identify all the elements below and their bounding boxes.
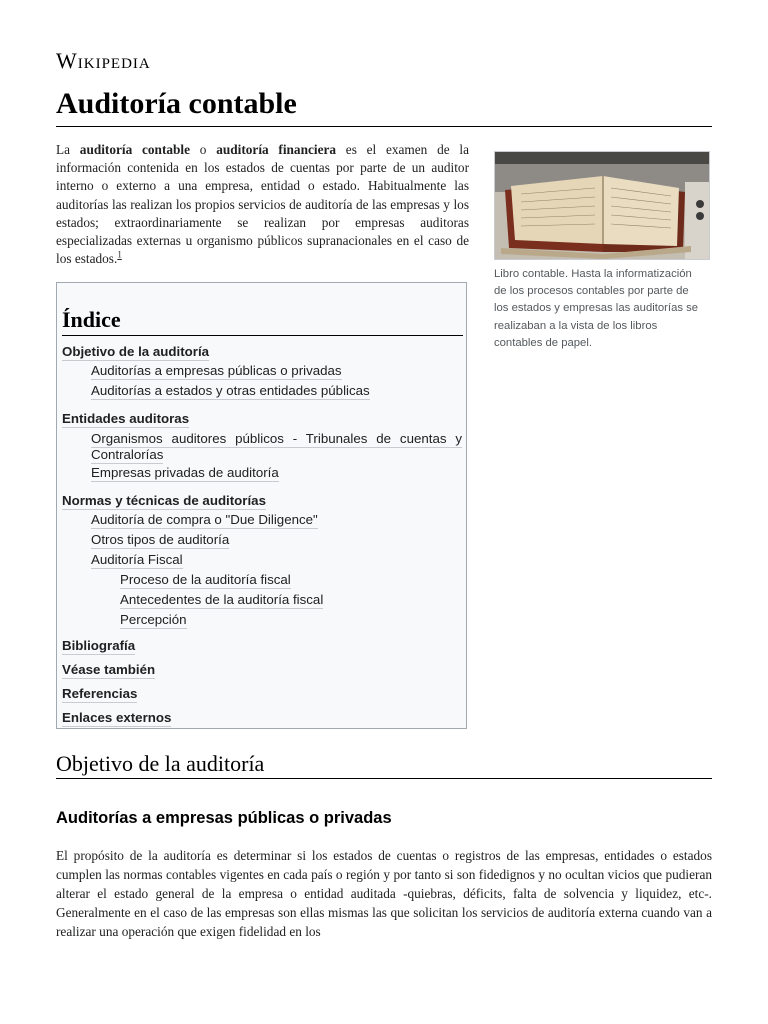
toc-item-empresas-privadas — [62, 463, 462, 483]
toc-item-normas — [62, 491, 462, 510]
toc-list — [62, 342, 462, 727]
ledger-book-image[interactable] — [494, 151, 710, 260]
toc-item-antecedentes-fiscal — [62, 590, 462, 610]
toc-item-organismos — [62, 431, 462, 463]
page-title: Auditoría contable — [56, 87, 297, 120]
bold-term-auditoria-contable: auditoría contable — [79, 142, 191, 157]
toc-link[interactable]: Normas y técnicas de auditorías — [62, 493, 266, 508]
wikipedia-logo[interactable]: Wikipedia — [56, 48, 151, 73]
toc-item-percepcion — [62, 610, 462, 630]
reference-link[interactable]: 1 — [117, 249, 122, 260]
section-divider — [56, 778, 712, 779]
toc-link[interactable]: Auditoría de compra o "Due Diligence" — [91, 512, 318, 527]
image-caption: Libro contable. Hasta la informatización de los procesos contables por parte de los estados y empresas las auditorías se realizaban a la vista de los libros contables de papel. — [494, 268, 699, 349]
toc-item-fiscal — [62, 550, 462, 570]
toc-item-vease — [62, 660, 462, 679]
table-of-contents — [56, 282, 467, 729]
title-divider — [56, 126, 712, 127]
toc-link[interactable]: Empresas privadas de auditoría — [91, 465, 279, 480]
toc-item-otros-tipos — [62, 530, 462, 550]
toc-item-referencias — [62, 684, 462, 703]
toc-link[interactable]: Auditorías a empresas públicas o privadas — [91, 363, 342, 378]
toc-link[interactable]: Bibliografía — [62, 638, 136, 653]
thumbnail-figure — [494, 151, 709, 352]
subsection-heading-empresas: Auditorías a empresas públicas o privadas — [56, 809, 392, 827]
toc-item-empresas — [62, 361, 462, 381]
toc-link[interactable]: Enlaces externos — [62, 710, 172, 725]
toc-link[interactable]: Véase también — [62, 662, 156, 677]
toc-link[interactable]: Antecedentes de la auditoría fiscal — [120, 592, 324, 607]
toc-item-bibliografia — [62, 636, 462, 655]
toc-item-objetivo — [62, 342, 462, 361]
toc-item-estados — [62, 381, 462, 401]
toc-link[interactable]: Otros tipos de auditoría — [91, 532, 230, 547]
toc-title: Índice — [62, 307, 121, 332]
toc-link[interactable]: Auditoría Fiscal — [91, 552, 183, 567]
toc-link[interactable]: Auditorías a estados y otras entidades públicas — [91, 383, 370, 398]
toc-link[interactable]: Entidades auditoras — [62, 411, 190, 426]
toc-link[interactable]: Percepción — [120, 612, 187, 627]
toc-link[interactable]: Objetivo de la auditoría — [62, 344, 210, 359]
toc-link[interactable]: Proceso de la auditoría fiscal — [120, 572, 291, 587]
section-heading-objetivo: Objetivo de la auditoría — [56, 751, 265, 776]
toc-link[interactable]: Referencias — [62, 686, 138, 701]
bold-term-auditoria-financiera: auditoría financiera — [216, 142, 337, 157]
toc-link[interactable]: Organismos auditores públicos - Tribunales de cuentas y Contralorías — [91, 431, 462, 462]
toc-item-proceso-fiscal — [62, 570, 462, 590]
ledger-book-picture — [495, 152, 709, 259]
toc-item-due-diligence — [62, 510, 462, 530]
intro-paragraph: La auditoría contable o auditoría financiera es el examen de la información contenida en los estados de cuentas por parte de un auditor interno o externo a una empresa, entidad o estado. Habitualmente las auditorías las realizan los propios servicios de auditoría de las empresas y los estados; extraordinariamente se realizan por empresas auditoras especializadas externas u organismo públicos supranacionales en el caso de los estados.$^1$ — [56, 142, 469, 267]
toc-divider — [62, 335, 463, 336]
toc-item-enlaces — [62, 708, 462, 727]
body-paragraph: El propósito de la auditoría es determinar si los estados de cuentas o registros de las empresas, entidades o estados cumplen las normas contables vigentes en cada país o región y por tanto si son fidedignos y no ocultan vicios que pudieran alterar el estado general de la empresa o entidad auditada -quiebras, déficits, falta de solvencia y liquidez, etc-. Generalmente en el caso de las empresas son ellas mismas las que solicitan los servicios de auditoría externa cuando van a realizar una operación que exigen fidelidad en los — [56, 848, 712, 939]
toc-item-entidades-auditoras — [62, 409, 462, 428]
